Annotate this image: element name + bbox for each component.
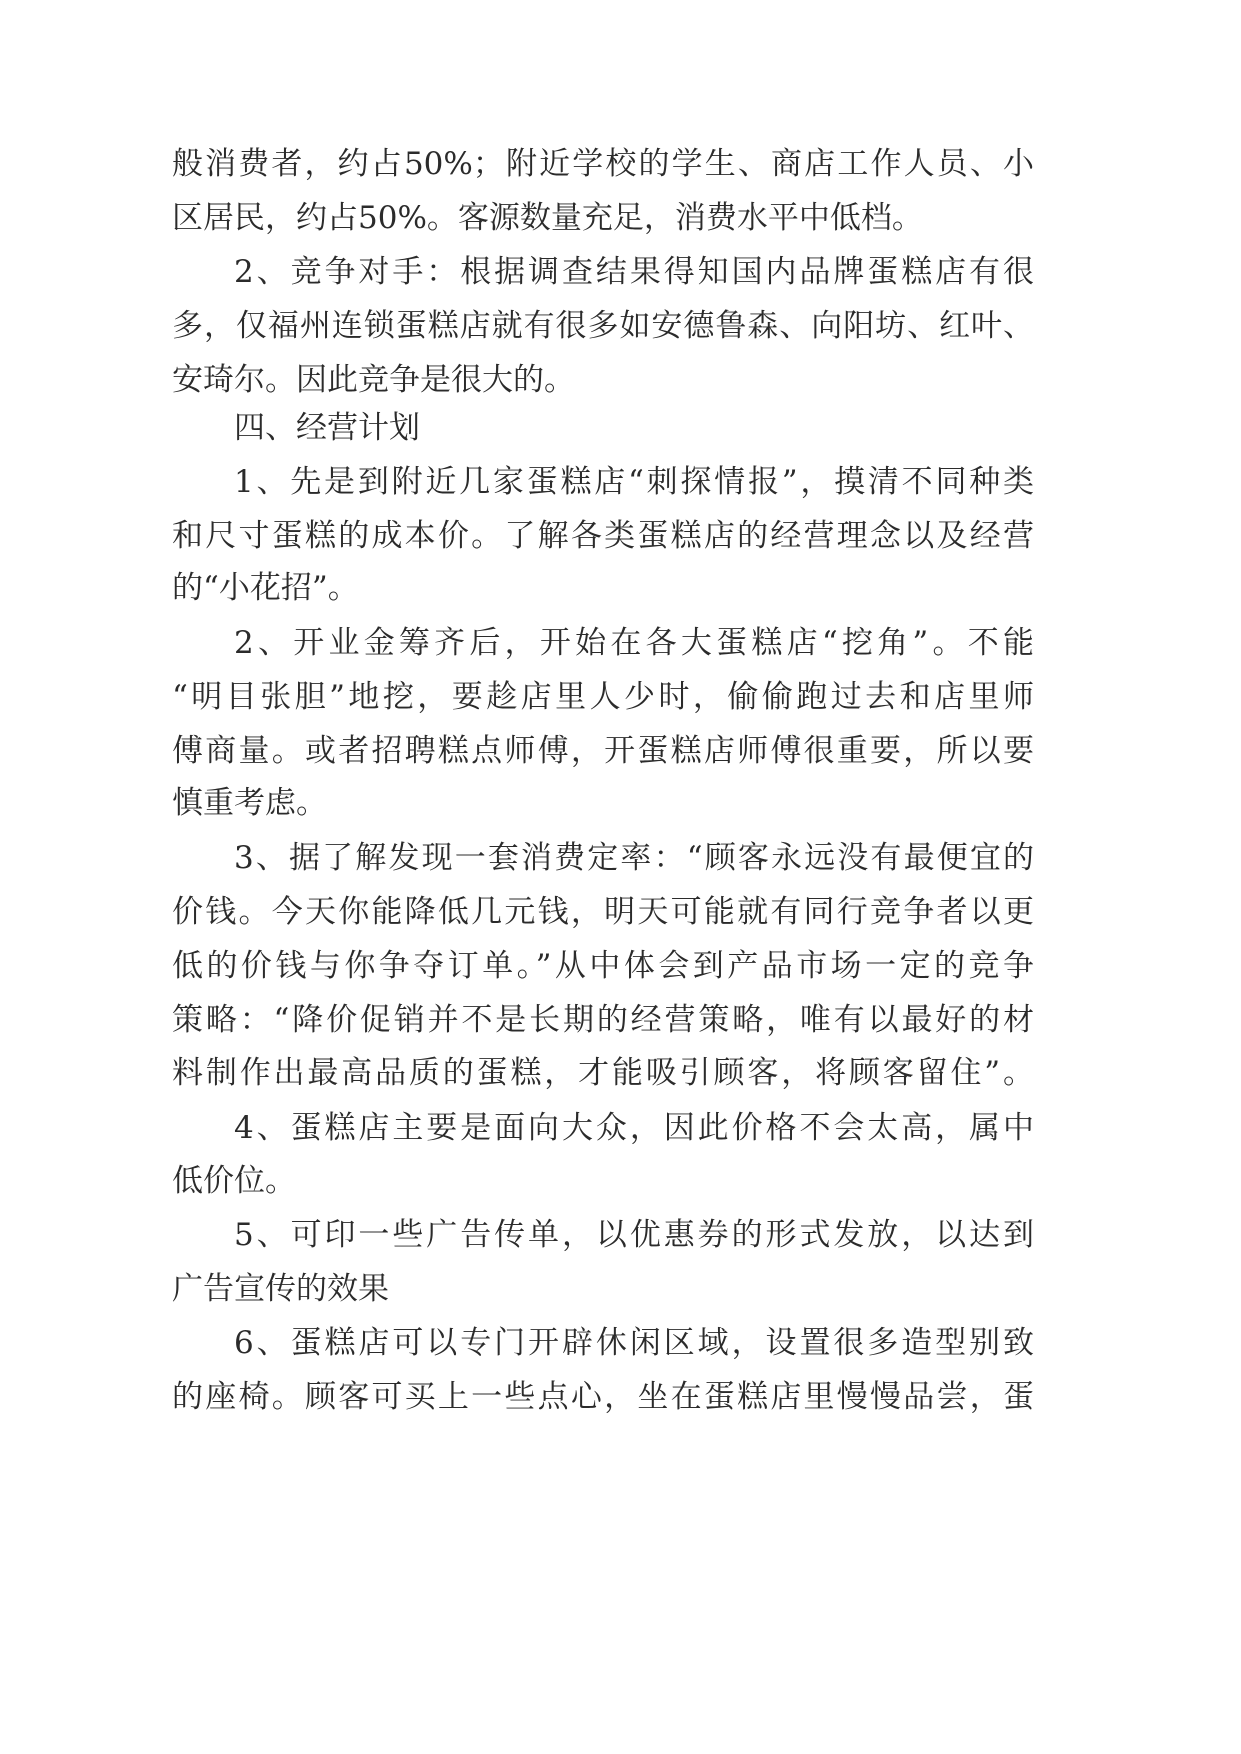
text-line: 低价位。	[172, 1163, 296, 1199]
text-line: 1、先是到附近几家蛋糕店“刺探情报”，摸清不同种类	[234, 464, 1034, 500]
text-line: 6、蛋糕店可以专门开辟休闲区域，设置很多造型别致	[234, 1325, 1034, 1361]
text-line: 2、竞争对手：根据调查结果得知国内品牌蛋糕店有很	[234, 254, 1034, 290]
text-line: 4、蛋糕店主要是面向大众，因此价格不会太高，属中	[234, 1110, 1034, 1146]
text-line: 料制作出最高品质的蛋糕，才能吸引顾客，将顾客留住”。	[172, 1055, 1034, 1091]
text-line: 区居民，约占50%。客源数量充足，消费水平中低档。	[172, 200, 923, 236]
text-line: 多，仅福州连锁蛋糕店就有很多如安德鲁森、向阳坊、红叶、	[172, 308, 1034, 344]
text-line: 价钱。今天你能降低几元钱，明天可能就有同行竞争者以更	[172, 894, 1034, 930]
text-line: 安琦尔。因此竞争是很大的。	[172, 362, 575, 398]
section-heading: 四、经营计划	[234, 410, 420, 446]
text-line: 和尺寸蛋糕的成本价。了解各类蛋糕店的经营理念以及经营	[172, 518, 1034, 554]
text-line: 慎重考虑。	[172, 785, 327, 821]
text-line: 低的价钱与你争夺订单。”从中体会到产品市场一定的竞争	[172, 948, 1034, 984]
text-line: 策略：“降价促销并不是长期的经营策略，唯有以最好的材	[172, 1002, 1034, 1038]
text-line: 的座椅。顾客可买上一些点心，坐在蛋糕店里慢慢品尝，蛋	[172, 1379, 1034, 1415]
text-line: 般消费者，约占50%；附近学校的学生、商店工作人员、小	[172, 146, 1034, 182]
text-line: 的“小花招”。	[172, 570, 359, 606]
text-line: 3、据了解发现一套消费定率：“顾客永远没有最便宜的	[234, 840, 1034, 876]
text-line: 2、开业金筹齐后，开始在各大蛋糕店“挖角”。不能	[234, 625, 1034, 661]
text-line: 5、可印一些广告传单，以优惠券的形式发放，以达到	[234, 1217, 1034, 1253]
text-line: 广告宣传的效果	[172, 1271, 389, 1307]
text-line: 傅商量。或者招聘糕点师傅，开蛋糕店师傅很重要，所以要	[172, 733, 1034, 769]
text-line: “明目张胆”地挖，要趁店里人少时，偷偷跑过去和店里师	[172, 679, 1034, 715]
